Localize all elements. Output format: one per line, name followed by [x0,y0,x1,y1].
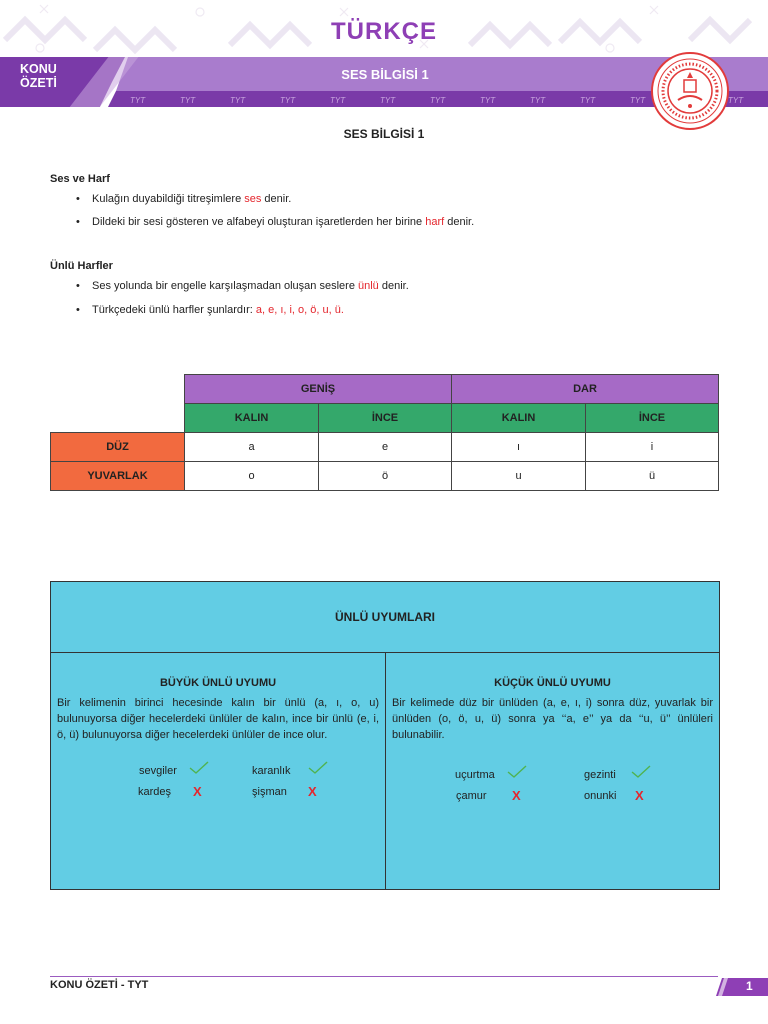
table-cell: ö [319,462,452,491]
example-word: kardeş [138,786,172,798]
tyt-mark: TYT [130,96,146,105]
bullet-ses [78,193,291,205]
band-title: SES BİLGİSİ 1 [341,67,429,82]
tyt-mark: TYT [230,96,246,105]
tyt-mark: TYT [728,96,744,105]
check-icon [631,765,651,782]
table-cell: u [452,462,586,491]
badge-line-1: KONU [20,62,57,76]
header-dar: DAR [452,375,719,404]
example-word: uçurtma [455,769,495,781]
major-harmony-title: BÜYÜK ÜNLÜ UYUMU [159,677,277,689]
table-cell: a [185,433,319,462]
check-icon [189,761,209,778]
table-cell: ü [586,462,719,491]
x-mark-icon: X [635,788,644,803]
highlight-term: ses [244,193,262,205]
header-genis: GENİŞ [185,375,452,404]
major-harmony-text: Bir kelimenin birinci hecesinde kalın bir ünlü (a, ı, o, u) bulunuyorsa diğer hecelerdeki ünlüler de kalın, ince bir ünlü (e, i, ö, ü) bulunuyorsa diğer hecelerdeki ünlüler de ince olur. [57,697,379,741]
minor-harmony-title: KÜÇÜK ÜNLÜ UYUMU [494,677,611,689]
highlight-vowel-list: a, e, ı, i, o, ö, u, ü. [255,304,344,316]
bullet-unlu [78,280,409,292]
page-number-badge [716,978,768,996]
tyt-mark: TYT [330,96,346,105]
vowel-classification-table [50,374,719,491]
example-word: gezinti [584,769,616,781]
tyt-mark: TYT [530,96,546,105]
subject-title: TÜRKÇE [331,18,437,45]
example-word: sevgiler [139,765,177,777]
tyt-mark: TYT [430,96,446,105]
ministry-seal-logo [651,52,729,130]
subheader-kalin: KALIN [185,404,319,433]
example-word: şişman [252,786,287,798]
table-cell: ı [452,433,586,462]
row-label-duz: DÜZ [51,433,185,462]
example-word: karanlık [252,765,291,777]
highlight-term: ünlü [358,280,379,292]
vowel-harmony-box [50,581,720,890]
highlight-term: harf [425,216,445,228]
tyt-mark: TYT [180,96,196,105]
bullet-text-end: denir. [261,193,292,205]
table-cell: o [185,462,319,491]
minor-harmony-text: Bir kelimede düz bir ünlüden (a, e, ı, i) sonra düz, yuvarlak bir ünlüden (o, ö, u, ü) sonra ya ‘‘a, e’’ ya da ‘‘u, ü’’ ünlüleri bulunabilir. [392,697,713,741]
table-corner-empty [51,404,185,433]
badge-line-2: ÖZETİ [20,76,57,90]
bullet-text: Dildeki bir sesi gösteren ve alfabeyi oluşturan işaretlerden her birine [92,216,426,228]
tyt-mark: TYT [480,96,496,105]
tyt-mark: TYT [580,96,596,105]
table-corner-empty [51,375,185,404]
subheader-ince: İNCE [586,404,719,433]
x-mark-icon: X [308,784,317,799]
tyt-mark: TYT [380,96,396,105]
bullet-text: Kulağın duyabildiği titreşimlere [92,193,245,205]
minor-harmony-column [386,653,719,889]
row-label-yuvarlak: YUVARLAK [51,462,185,491]
example-word: çamur [456,790,487,802]
bullet-unlu-harfler-list [78,304,344,316]
check-icon [507,765,527,782]
major-harmony-column [51,653,386,889]
x-mark-icon: X [512,788,521,803]
page-number: 1 [746,979,753,993]
table-row [51,433,719,462]
bullet-harf [78,216,474,228]
example-word: onunki [584,790,617,802]
footer-divider [50,976,718,977]
bullet-text: Ses yolunda bir engelle karşılaşmadan oluşan seslere [92,280,358,292]
table-cell: e [319,433,452,462]
section-title-ses-ve-harf: Ses ve Harf [50,173,110,185]
tyt-mark: TYT [280,96,296,105]
table-cell: i [586,433,719,462]
check-icon [308,761,328,778]
bullet-text-end: denir. [378,280,409,292]
subheader-ince: İNCE [319,404,452,433]
table-row [51,462,719,491]
x-mark-icon: X [193,784,202,799]
tyt-mark: TYT [630,96,646,105]
section-title-unlu-harfler: Ünlü Harfler [50,260,113,272]
subheader-kalin: KALIN [452,404,586,433]
page-title: SES BİLGİSİ 1 [343,127,425,141]
konu-ozeti-badge [20,62,80,90]
footer-label: KONU ÖZETİ - TYT [50,979,149,991]
bullet-text: Türkçedeki ünlü harfler şunlardır: [92,304,256,316]
harmony-title: ÜNLÜ UYUMLARI [51,582,719,653]
bullet-text-end: denir. [444,216,475,228]
